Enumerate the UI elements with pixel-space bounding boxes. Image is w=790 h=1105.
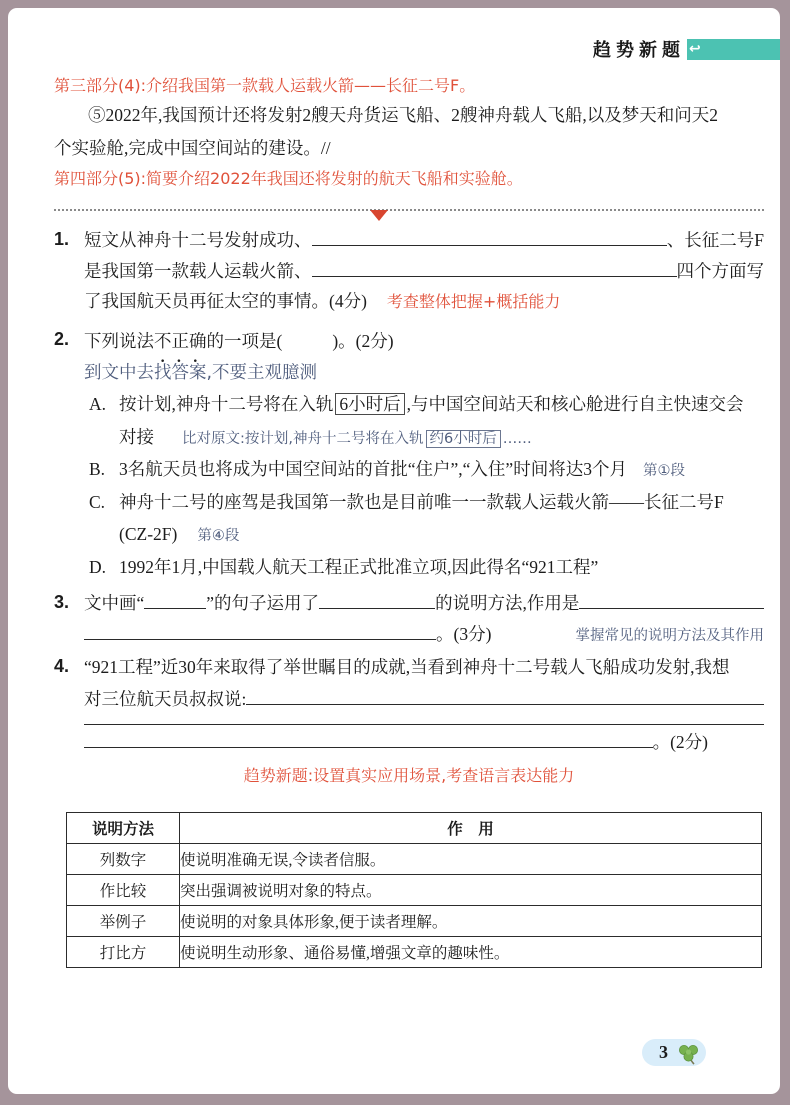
q3-answer-blank-3[interactable] [579, 587, 764, 609]
section-separator [54, 209, 764, 211]
annotation-part3: 第三部分(4):介绍我国第一款载人运载火箭——长征二号F。 [54, 76, 476, 95]
q2-option-b-text: 3名航天员也将成为中国空间站的首批“住户”,“入住”时间将达3个月 [119, 459, 627, 479]
q2-option-c-cont: (CZ-2F) [119, 524, 178, 544]
q2-option-b-label: B. [89, 459, 106, 479]
q2-option-a-label: A. [89, 394, 107, 414]
q3-answer-blank-2[interactable] [319, 587, 435, 609]
q4-answer-blank-2[interactable] [84, 713, 764, 725]
table-cell-method: 列数字 [67, 844, 180, 875]
q3-text-1: 文中画“ [84, 593, 145, 613]
q2-option-a-pre: 按计划,神舟十二号将在入轨 [119, 394, 334, 414]
table-row [67, 844, 762, 875]
table-cell-method: 作比较 [67, 875, 180, 906]
q2-option-a-cont: 对接 [119, 426, 154, 447]
q2-option-a [84, 388, 764, 453]
question-4 [54, 651, 764, 754]
q4-text-3: 。(2分) [652, 732, 708, 752]
q1-text-2: 、长征二号F [666, 230, 764, 250]
q1-answer-blank-2[interactable] [312, 255, 677, 277]
q4-answer-blank-1[interactable] [246, 683, 764, 705]
page-content [54, 72, 764, 968]
table-header-row [67, 813, 762, 844]
back-arrow-icon: ↩ [689, 41, 701, 57]
page-number-badge [642, 1039, 706, 1066]
q2-option-c-text: 神舟十二号的座驾是我国第一款也是目前唯一一款载人运载火箭——长征二号F [119, 491, 724, 512]
q2-option-a-post: ,与中国空间站天和核心舱进行自主快速交会 [406, 394, 744, 414]
q2-option-d-text: 1992年1月,中国载人航天工程正式批准立项,因此得名“921工程” [119, 556, 599, 577]
header-accent-bar [687, 39, 780, 60]
q4-text-1: “921工程”近30年来取得了举世瞩目的成就,当看到神舟十二号载人飞船成功发射,我想 [84, 657, 730, 677]
question-4-number: 4. [54, 656, 70, 676]
annotation-part4: 第四部分(5):简要介绍2022年我国还将发射的航天飞船和实验舱。 [54, 169, 523, 188]
annotation-q3: 掌握常见的说明方法及其作用 [575, 628, 764, 644]
q2-emphasized-text: 不正确 ••• [154, 324, 207, 358]
q2-text-3: )。(2分) [332, 331, 394, 351]
q4-answer-blank-3[interactable] [84, 726, 653, 748]
annotation-q2a-suffix: …… [502, 430, 532, 447]
passage-line-1: ⑤2022年,我国预计还将发射2艘天舟货运飞船、2艘神舟载人飞船,以及梦天和问天2 [88, 105, 718, 125]
q3-text-4: 。(3分) [436, 624, 492, 644]
table-row [67, 906, 762, 937]
q2-option-a-boxed: 6小时后 [335, 393, 404, 415]
q2-text-2: 的一项是( [206, 331, 283, 351]
q1-answer-blank-1[interactable] [312, 224, 667, 246]
annotation-q2b: 第①段 [642, 463, 685, 479]
page-header [593, 36, 780, 62]
q3-answer-blank-1[interactable] [144, 587, 206, 609]
question-2 [54, 324, 764, 583]
q2-option-c-label: C. [89, 491, 106, 512]
q2-option-b [84, 453, 764, 486]
clover-icon [675, 1041, 701, 1067]
annotation-q2c: 第④段 [197, 528, 240, 544]
separator-triangle-icon [370, 210, 388, 221]
table-cell-function: 突出强调被说明对象的特点。 [180, 875, 762, 906]
q2-option-d-label: D. [89, 556, 107, 577]
q2-option-c [84, 486, 764, 551]
explanation-methods-table [66, 812, 762, 968]
q2-option-d [84, 551, 764, 584]
q3-answer-blank-4[interactable] [84, 618, 436, 640]
table-header-function: 作 用 [180, 813, 762, 844]
annotation-q2a-boxed: 约6小时后 [426, 430, 501, 448]
q1-text-4: 四个方面写 [676, 261, 764, 281]
q3-text-2: ”的句子运用了 [206, 593, 320, 613]
question-3 [54, 587, 764, 649]
q4-text-2: 对三位航天员叔叔说: [84, 689, 247, 709]
annotation-q4: 趋势新题:设置真实应用场景,考查语言表达能力 [243, 766, 575, 785]
page-sheet [8, 8, 780, 1094]
table-cell-function: 使说明准确无误,令读者信服。 [180, 844, 762, 875]
annotation-q2a [182, 423, 532, 456]
table-cell-function: 使说明的对象具体形象,便于读者理解。 [180, 906, 762, 937]
table-header-method: 说明方法 [67, 813, 180, 844]
annotation-q1: 考查整体把握+概括能力 [386, 292, 561, 311]
header-title: 趋势新题 [593, 40, 685, 60]
table-cell-function: 使说明生动形象、通俗易懂,增强文章的趣味性。 [180, 937, 762, 968]
question-1 [54, 224, 764, 317]
passage-line-2: 个实验舱,完成中国空间站的建设。// [54, 138, 331, 158]
page-number: 3 [659, 1042, 668, 1062]
q2-text-1: 下列说法 [84, 331, 154, 351]
annotation-q2a-prefix: 比对原文:按计划,神舟十二号将在入轨 [182, 430, 424, 447]
annotation-q2: 到文中去找答案,不要主观臆测 [84, 363, 318, 383]
question-1-number: 1. [54, 229, 70, 249]
table-cell-method: 打比方 [67, 937, 180, 968]
q1-text-3: 是我国第一款载人运载火箭、 [84, 261, 312, 281]
q1-text-5: 了我国航天员再征太空的事情。(4分) [84, 291, 367, 311]
question-2-number: 2. [54, 329, 70, 349]
table-cell-method: 举例子 [67, 906, 180, 937]
q2-option-a-text [119, 388, 744, 421]
table-row [67, 937, 762, 968]
q3-text-3: 的说明方法,作用是 [435, 593, 580, 613]
q1-text-1: 短文从神舟十二号发射成功、 [84, 230, 312, 250]
table-row [67, 875, 762, 906]
question-3-number: 3. [54, 592, 70, 612]
